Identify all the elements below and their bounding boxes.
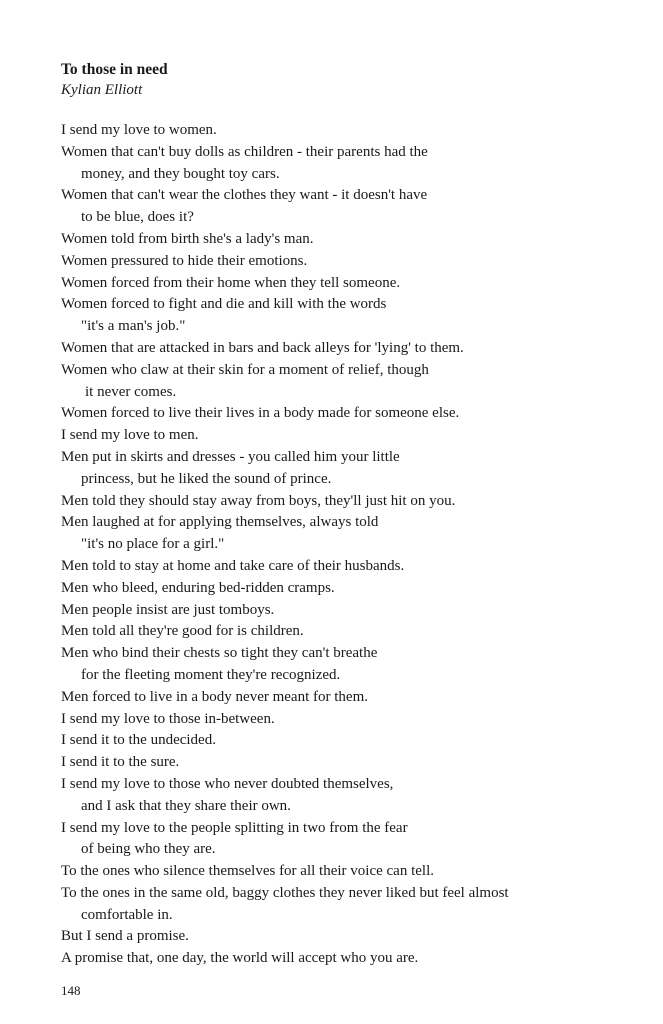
poem-line: Men people insist are just tomboys.: [61, 601, 275, 618]
poem-line-continuation: princess, but he liked the sound of prince.: [81, 470, 332, 487]
poem-line: Men told all they're good for is children.: [61, 623, 304, 640]
poem-line: To the ones in the same old, baggy clothes they never liked but feel almost: [61, 884, 509, 901]
poem-line: But I send a promise.: [61, 928, 189, 945]
poem-line: Women that can't buy dolls as children - their parents had the: [61, 143, 428, 160]
poem-line: Men who bind their chests so tight they can't breathe: [61, 645, 378, 662]
page-number: 148: [61, 983, 81, 998]
poem-line: I send my love to the people splitting in two from the fear: [61, 819, 408, 836]
poem-line-continuation: money, and they bought toy cars.: [81, 165, 280, 182]
poem-line: Women that can't wear the clothes they want - it doesn't have: [61, 187, 428, 204]
poem-line: To the ones who silence themselves for all their voice can tell.: [61, 863, 434, 880]
poem-line-continuation: of being who they are.: [81, 841, 216, 858]
poem-line: Women forced from their home when they tell someone.: [61, 274, 401, 291]
poem-author: Kylian Elliott: [61, 82, 143, 98]
poem-line: Men told they should stay away from boys, they'll just hit on you.: [61, 492, 456, 509]
poem-line: Women pressured to hide their emotions.: [61, 252, 308, 269]
poem-line-continuation: it never comes.: [85, 383, 177, 400]
poem-line: Men forced to live in a body never meant for them.: [61, 688, 368, 705]
poem-line-continuation: comfortable in.: [81, 906, 173, 923]
poem-line: Men told to stay at home and take care of their husbands.: [61, 557, 405, 574]
poem-line: Men put in skirts and dresses - you called him your little: [61, 448, 400, 465]
poem-line-continuation: to be blue, does it?: [81, 209, 194, 226]
poem-line: Women that are attacked in bars and back alleys for 'lying' to them.: [61, 339, 464, 356]
poem-line: A promise that, one day, the world will accept who you are.: [61, 950, 419, 967]
poem-line: I send my love to women.: [61, 122, 217, 138]
poem-line: Women forced to live their lives in a body made for someone else.: [61, 405, 460, 422]
poem-line-continuation: "it's a man's job.": [81, 318, 186, 335]
poem-body: [61, 120, 621, 970]
poem-line: Women forced to fight and die and kill with the words: [61, 296, 387, 313]
poem-line-continuation: and I ask that they share their own.: [81, 797, 291, 814]
poem-line: I send my love to those who never doubted themselves,: [61, 775, 394, 792]
poem-line-continuation: "it's no place for a girl.": [81, 536, 225, 553]
poem-line: Men who bleed, enduring bed-ridden cramps.: [61, 579, 335, 596]
poem-line: I send it to the sure.: [61, 754, 180, 771]
poem-title: To those in need: [61, 61, 168, 78]
poem-line: I send it to the undecided.: [61, 732, 216, 749]
poem-line: Women who claw at their skin for a moment of relief, though: [61, 361, 429, 378]
poem-line-continuation: for the fleeting moment they're recognized.: [81, 666, 341, 683]
poem-line: Men laughed at for applying themselves, always told: [61, 514, 379, 531]
poem-line: I send my love to those in-between.: [61, 710, 275, 727]
poem-line: I send my love to men.: [61, 427, 199, 444]
poem-line: Women told from birth she's a lady's man.: [61, 230, 314, 247]
